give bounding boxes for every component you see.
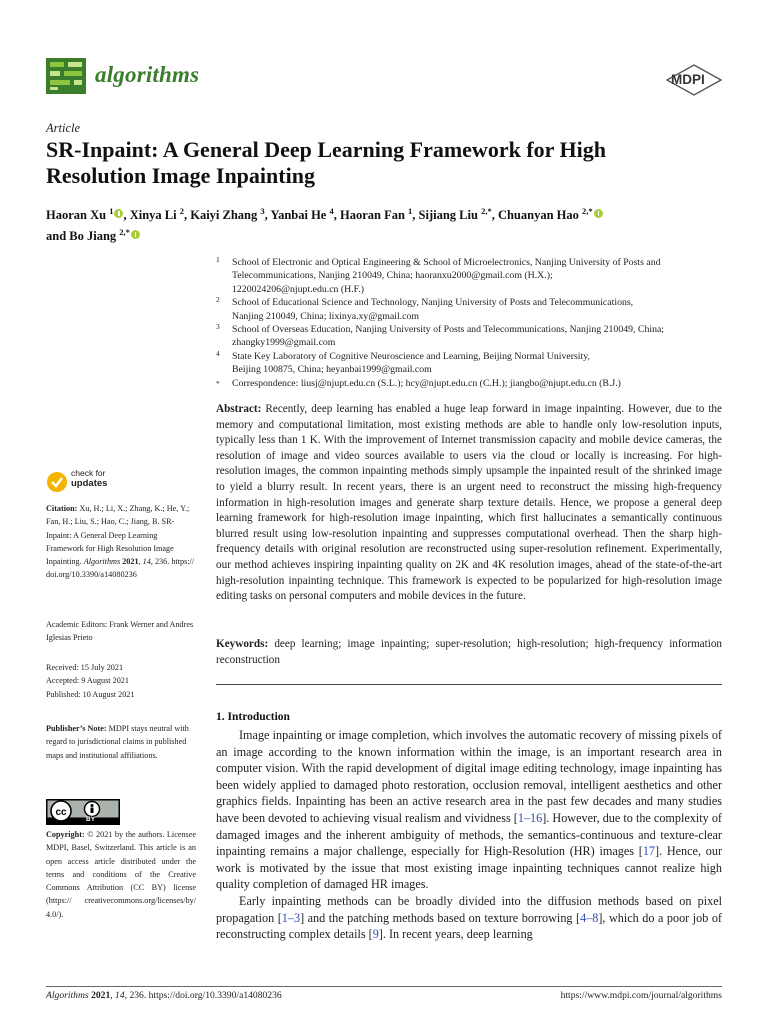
affiliation-item: 3 School of Overseas Education, Nanjing University of Posts and Telecommunications, Nanjing 210049, China; zhangky1999@gmail.com [216, 322, 665, 349]
journal-name: algorithms [95, 62, 200, 87]
check-for-updates-button[interactable] [46, 470, 156, 496]
received-date: Received: 15 July 2021 [46, 663, 124, 672]
accepted-date: Accepted: 9 August 2021 [46, 676, 129, 686]
cc-by-badge-label: BY [86, 816, 96, 823]
reference-link[interactable]: 9 [372, 927, 379, 942]
orcid-icon[interactable] [114, 209, 123, 218]
copyright-block: Copyright: © 2021 by the authors. Licensee MDPI, Basel, Switzerland. This article is an open access article distributed under the terms and conditions of the Creative Commons Attribution (CC BY) license (https:// creativecommons.org/licenses/by/ 4.0/). [46, 830, 197, 919]
abstract-label: Abstract: [216, 403, 262, 415]
published-date: Published: 10 August 2021 [46, 689, 135, 699]
svg-text:cc: cc [55, 807, 67, 818]
journal-logo-icon [46, 58, 86, 94]
author[interactable]: Haoran Fan $^1$ [339, 206, 413, 223]
author[interactable]: Yanbai He $^4$ [270, 206, 334, 223]
affiliation-item: 1 School of Electronic and Optical Engineering & School of Microelectronics, Nanjing University of Posts and Telecommunications, Nanjing 210049, China; haoranxu2000@gmail.com (H.X.); 1220024206@njupt.edu.cn (H.F.) [216, 255, 661, 295]
reference-link[interactable]: 1–3 [281, 910, 301, 925]
reference-link[interactable]: 4–8 [580, 910, 599, 925]
publisher-name: MDPI [671, 72, 705, 87]
orcid-icon[interactable] [131, 230, 140, 239]
keywords [216, 637, 722, 668]
abstract [216, 402, 722, 605]
publishers-note: Publisher’s Note: MDPI stays neutral with regard to jurisdictional claims in published maps and institutional affiliations. [46, 724, 189, 760]
page-title: SR-Inpaint: A General Deep Learning Framework for High Resolution Image Inpainting [46, 137, 606, 188]
dates-block [46, 661, 196, 701]
footer-journal-url[interactable]: https://www.mdpi.com/journal/algorithms [560, 990, 722, 1001]
affiliation-item: 4 State Key Laboratory of Cognitive Neuroscience and Learning, Beijing Normal University, Beijing 100875, China; heyanbai1999@gmail.com [216, 348, 590, 376]
orcid-icon[interactable] [594, 209, 603, 218]
correspondence: * Correspondence: liusj@njupt.edu.cn (S.L.); hcy@njupt.edu.cn (C.H.); jiangbo@njupt.edu.cn (B.J.) [216, 377, 621, 389]
keywords-label: Keywords: [216, 638, 269, 650]
citation-block: Citation: Xu, H.; Li, X.; Zhang, K.; He, Y.; Fan, H.; Liu, S.; Hao, C.; Jiang, B. SR-Inpaint: A General Deep Learning Framework for High Resolution Image Inpainting. Algorithms 2021, 14, 236. https:// doi.org/10.3390/a14080236 [46, 504, 195, 580]
footer-citation: Algorithms 2021, 14, 236. https://doi.org/10.3390/a14080236 [46, 990, 282, 1001]
affiliation-item: 2 School of Educational Science and Technology, Nanjing University of Posts and Telecommunications, Nanjing 210049, China; lixinya.xy@gmail.com [216, 295, 634, 322]
author[interactable]: Xinya Li $^2$ [129, 206, 184, 223]
article-type-label: Article [46, 121, 81, 135]
section-divider [216, 684, 722, 685]
mdpi-logo [666, 64, 722, 98]
author[interactable]: Haoran Xu $^1$ [46, 208, 123, 222]
check-for-updates-icon [46, 470, 68, 494]
affiliations [216, 256, 726, 390]
reference-link[interactable]: 17 [642, 844, 655, 859]
author-list: Haoran Xu $^1$ , Xinya Li $^2$, Kaiyi Zhang $^3$, Yanbai He $^4$, Haoran Fan $^1$, Sijiang Liu $^{2,*}$, Chuanyan Hao $^{2,*}$ and Bo Jiang $^{2,*}$ [46, 203, 726, 245]
abstract-text: Recently, deep learning has enabled a huge leap forward in image inpainting. However, due to the memory and computational limitation, most existing methods are able to handle only low-resolution inputs, typically less than 1 K. With the improvement of Internet transmission capacity and mobile device cameras, the resolution of image and video sources available to users via the cloud or locally is increasing. For high-resolution images, the common inpainting methods simply upsample the inpainted result of the shrinked image to yield a blurry result. In recent years, there is an urgent need to reconstruct the missing high-frequency information in high-resolution images and generate sharp texture details. Hence, we propose a general deep learning framework for high-resolution image inpainting, which first hallucinates a semantically continuous blurred result using low-resolution inpainting and suppresses computational overhead. Then the sharp high-frequency details with original resolution are reconstructed using super-resolution refinement. Experimentally, our method achieves inspiring inpainting quality on 2K and 4K resolution images, ahead of the state-of-the-art high-resolution inpainting technique. This framework is expected to be popularized for high-resolution image editing tasks on personal computers and mobile devices in the future. [216, 403, 722, 603]
author[interactable]: Kaiyi Zhang $^3$ [190, 206, 265, 223]
author[interactable]: Chuanyan Hao $^{2,*}$ [498, 208, 603, 222]
check-for-updates-line1: check for [71, 468, 106, 478]
section-heading-introduction: 1. Introduction [216, 711, 290, 723]
author[interactable]: Bo Jiang $^{2,*}$ [69, 229, 140, 243]
cc-by-license-icon[interactable] [46, 799, 120, 825]
paragraph: Image inpainting or image completion, which involves the automatic recovery of missing pixels of an image according to the known information within the image, is an important research area in computer vision. With the rapid development of digital image editing technology, image inpainting has been widely applied to damaged photo restoration, occlusion removal, intelligent aesthetics and other graphics fields. Inpainting has been an active research area in the past few decades and many studies have been devoted to achieving visual realism and vividness [1–16]. However, due to the complexity of damaged images and the inherent ambiguity of methods, the semantics-continuous and texture-clear inpainting remains a major challenge, especially for High-Resolution (HR) images [17]. Hence, our work is motivated by the issue that most existing image inpainting techniques cannot realize high quality completion of damaged HR images. [216, 728, 723, 892]
check-for-updates-line2: updates [71, 478, 108, 489]
paragraph: Early inpainting methods can be broadly divided into the diffusion methods based on pixel propagation [1–3] and the patching methods based on texture borrowing [4–8], which do a poor job of reconstructing complex details [9]. In recent years, deep learning [216, 893, 722, 942]
academic-editors: Academic Editors: Frank Werner and Andres Iglesias Prieto [46, 620, 194, 643]
citation-doi-link[interactable]: doi.org/10.3390/a14080236 [46, 570, 137, 580]
introduction-body [216, 727, 722, 943]
author[interactable]: Sijiang Liu $^{2,*}$ [418, 206, 492, 223]
keywords-text: deep learning; image inpainting; super-resolution; high-resolution; high-frequency information reconstruction [216, 638, 723, 666]
reference-link[interactable]: 1–16 [517, 810, 543, 825]
footer-divider [46, 986, 722, 987]
